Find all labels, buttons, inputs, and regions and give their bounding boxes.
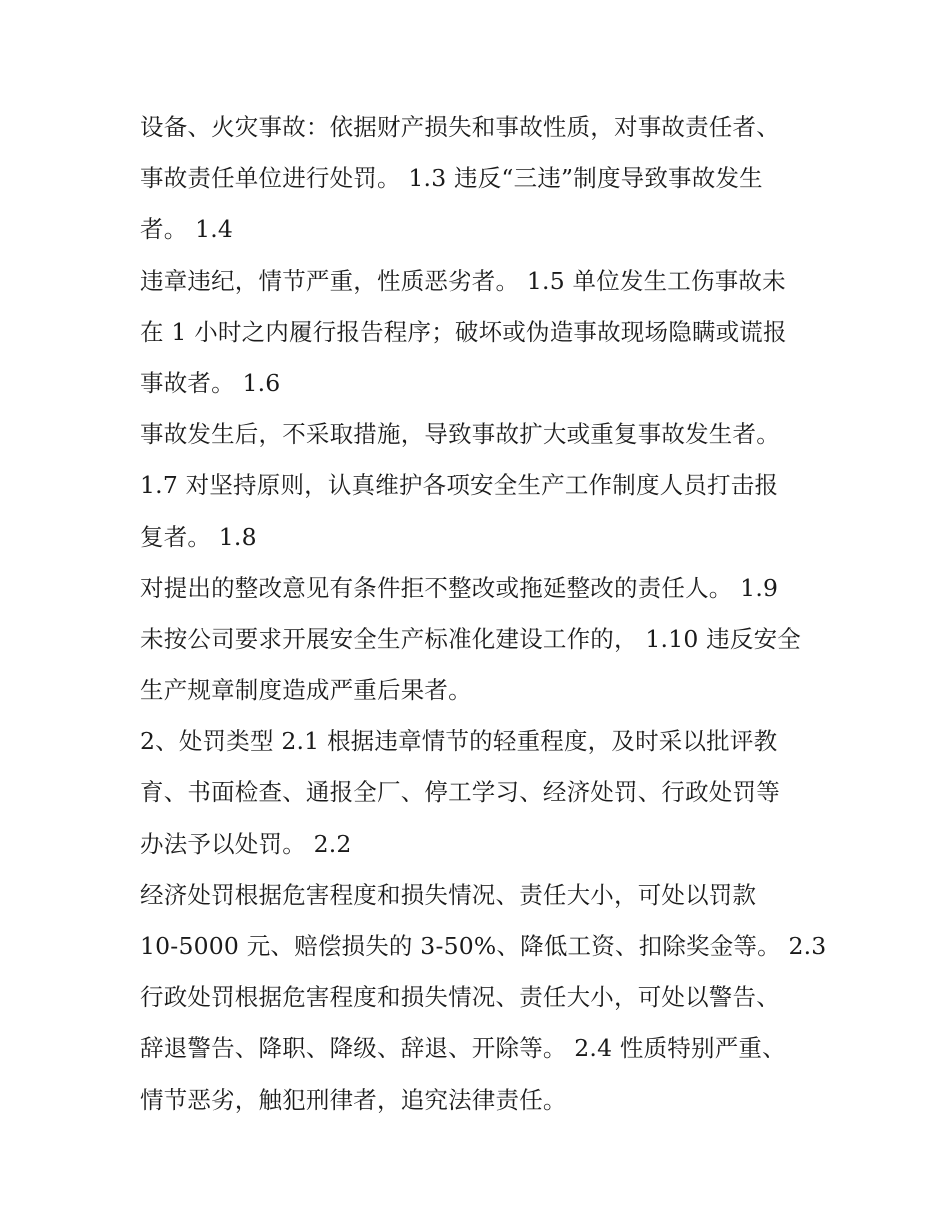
text-line: 事故责任单位进行处罚。 1.3 违反“三违”制度导致事故发生: [140, 164, 763, 193]
text-line: 设备、火灾事故：依据财产损失和事故性质，对事故责任者、: [140, 113, 780, 141]
text-line: 事故发生后，不采取措施，导致事故扩大或重复事故发生者。: [140, 420, 780, 449]
text-line: 生产规章制度造成严重后果者。: [140, 676, 472, 705]
text-line: 辞退警告、降职、降级、辞退、开除等。 2.4 性质特别严重、: [140, 1034, 786, 1063]
text-line: 者。 1.4: [140, 215, 234, 244]
text-line: 对提出的整改意见有条件拒不整改或拖延整改的责任人。 1.9: [140, 573, 779, 602]
text-line: 情节恶劣，触犯刑律者，追究法律责任。: [140, 1085, 567, 1114]
text-line: 经济处罚根据危害程度和损失情况、责任大小，可处以罚款: [140, 880, 757, 909]
text-line: 违章违纪，情节严重，性质恶劣者。 1.5 单位发生工伤事故未: [140, 266, 786, 295]
text-line: 行政处罚根据危害程度和损失情况、责任大小，可处以警告、: [140, 983, 780, 1012]
text-line: 2、处罚类型 2.1 根据违章情节的轻重程度，及时采以批评教: [140, 727, 778, 756]
text-line: 复者。 1.8: [140, 522, 257, 551]
text-line: 育、书面检查、通报全厂、停工学习、经济处罚、行政处罚等: [140, 778, 780, 807]
text-line: 10-5000 元、赔偿损失的 3-50%、降低工资、扣除奖金等。 2.3: [140, 932, 827, 960]
document-body: [140, 102, 830, 1126]
text-line: 1.7 对坚持原则，认真维护各项安全生产工作制度人员打击报: [140, 471, 779, 500]
text-line: 在 1 小时之内履行报告程序；破坏或伪造事故现场隐瞒或谎报: [140, 317, 787, 346]
text-line: 办法予以处罚。 2.2: [140, 829, 352, 858]
text-line: 未按公司要求开展安全生产标准化建设工作的， 1.10 违反安全: [140, 624, 801, 653]
text-line: 事故者。 1.6: [140, 368, 281, 397]
